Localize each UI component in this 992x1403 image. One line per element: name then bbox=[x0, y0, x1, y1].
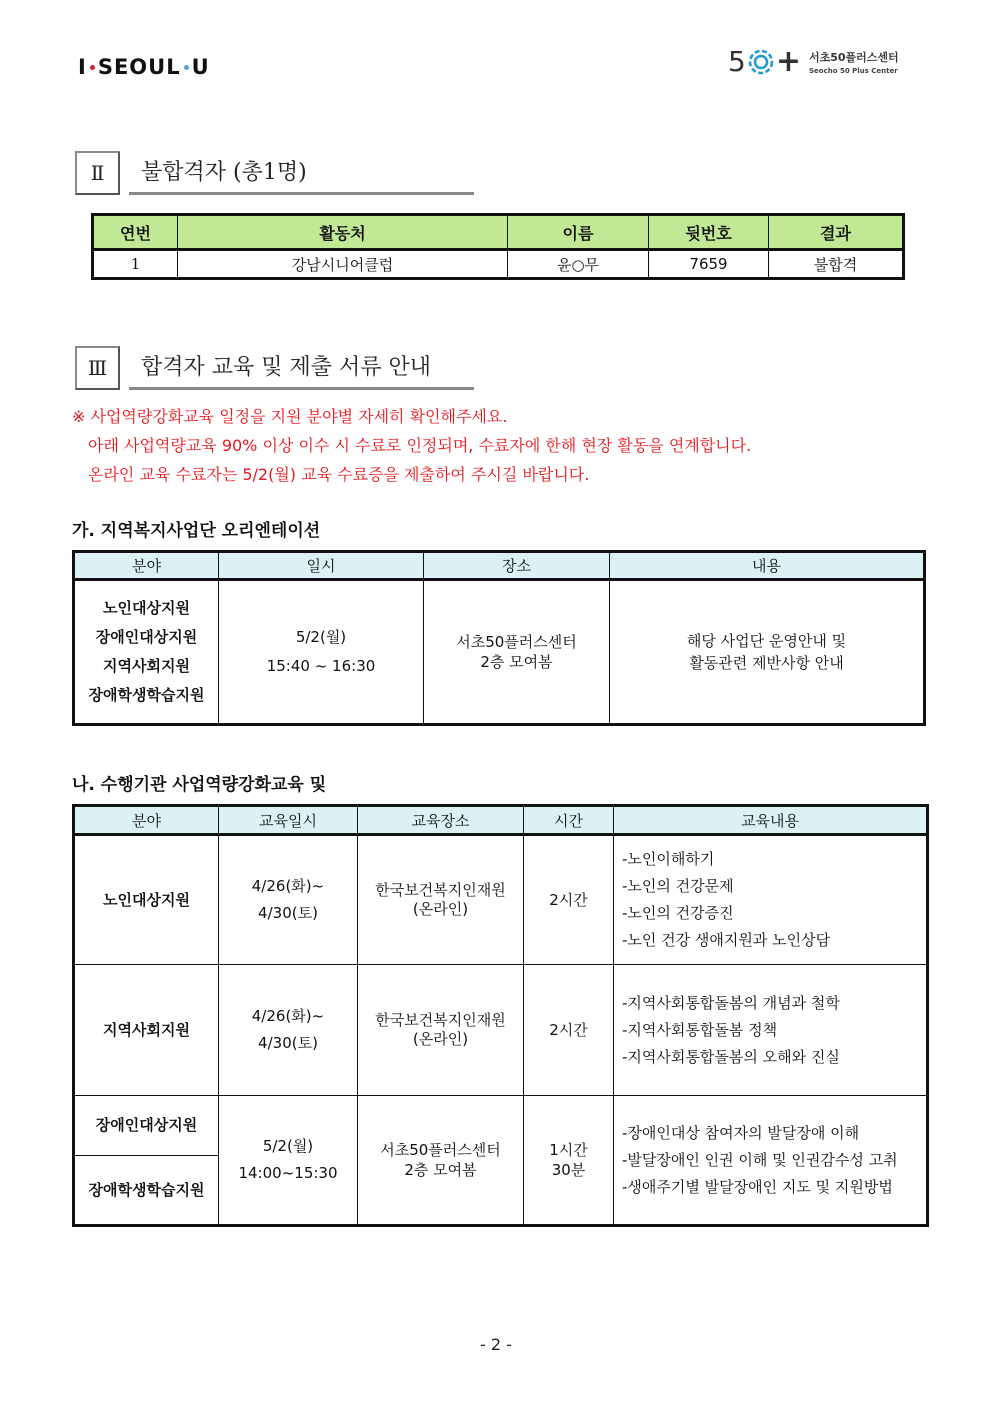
notice-line: ※ 사업역량강화교육 일정을 지원 분야별 자세히 확인해주세요. bbox=[72, 407, 508, 426]
date-line: 14:00~15:30 bbox=[238, 1164, 338, 1182]
cell-number: 7659 bbox=[649, 250, 769, 279]
logo-plus: + bbox=[775, 44, 801, 79]
cell-result: 불합격 bbox=[769, 250, 904, 279]
cell-field: 지역사회지원 bbox=[74, 965, 219, 1096]
col-header: 연번 bbox=[93, 215, 178, 250]
failed-applicants-table bbox=[91, 213, 905, 280]
field-label: 장애인대상지원 bbox=[95, 628, 198, 646]
place-line: 2층 모여봄 bbox=[404, 1161, 477, 1179]
content-line: 해당 사업단 운영안내 및 bbox=[686, 632, 847, 650]
table-row bbox=[74, 965, 928, 1096]
field-label: 노인대상지원 bbox=[103, 599, 190, 617]
logo-part-i: I bbox=[78, 55, 87, 79]
col-header: 일시 bbox=[219, 552, 424, 580]
date-line: 4/26(화)~ bbox=[251, 1007, 325, 1025]
date-line: 4/30(토) bbox=[258, 904, 318, 922]
i-seoul-u-logo bbox=[78, 55, 210, 79]
cell-duration bbox=[524, 1096, 614, 1226]
cell-place bbox=[358, 835, 524, 965]
table-row bbox=[74, 835, 928, 965]
logo-number: 5 bbox=[728, 45, 746, 78]
section-3-header bbox=[75, 346, 474, 390]
notice-text bbox=[72, 402, 751, 489]
section-2-header bbox=[75, 151, 474, 195]
duration-line: 1시간 bbox=[549, 1141, 588, 1159]
cell-date bbox=[219, 1096, 358, 1226]
content-item: -장애인대상 참여자의 발달장애 이해 bbox=[622, 1123, 860, 1142]
col-header: 분야 bbox=[74, 806, 219, 835]
orientation-table bbox=[72, 550, 926, 726]
logo-name-en: Seocho 50 Plus Center bbox=[808, 67, 898, 75]
col-header: 시간 bbox=[524, 806, 614, 835]
col-header: 결과 bbox=[769, 215, 904, 250]
section-title: 불합격자 (총1명) bbox=[129, 155, 474, 195]
cell-field: 장애학생학습지원 bbox=[74, 1156, 219, 1226]
cell-date bbox=[219, 965, 358, 1096]
section-number: Ⅲ bbox=[75, 346, 120, 390]
place-line: 서초50플러스센터 bbox=[380, 1141, 501, 1159]
col-header: 교육내용 bbox=[614, 806, 928, 835]
place-line: 서초50플러스센터 bbox=[456, 633, 577, 651]
notice-line: 온라인 교육 수료자는 5/2(월) 교육 수료증을 제출하여 주시길 바랍니다. bbox=[88, 465, 590, 484]
subsection-a-title: 가. 지역복지사업단 오리엔테이션 bbox=[72, 521, 321, 541]
seocho-50-plus-logo bbox=[728, 44, 899, 79]
table-row bbox=[74, 1096, 928, 1156]
col-header: 이름 bbox=[508, 215, 649, 250]
content-item: -지역사회통합돌봄의 개념과 철학 bbox=[622, 993, 840, 1012]
col-header: 교육일시 bbox=[219, 806, 358, 835]
col-header: 교육장소 bbox=[358, 806, 524, 835]
field-label: 지역사회지원 bbox=[103, 657, 190, 675]
content-item: -노인의 건강증진 bbox=[622, 904, 734, 922]
subsection-b-title: 나. 수행기관 사업역량강화교육 및 bbox=[72, 775, 327, 795]
col-header: 장소 bbox=[424, 552, 610, 580]
cell-contents bbox=[614, 1096, 928, 1226]
col-header: 내용 bbox=[610, 552, 925, 580]
page-number: - 2 - bbox=[480, 1335, 512, 1354]
capacity-training-table bbox=[72, 804, 929, 1227]
col-header: 분야 bbox=[74, 552, 219, 580]
cell-contents bbox=[614, 835, 928, 965]
place-line: (온라인) bbox=[412, 900, 469, 918]
section-number: Ⅱ bbox=[75, 151, 120, 195]
cell-date bbox=[219, 835, 358, 965]
content-item: -지역사회통합돌봄의 오해와 진실 bbox=[622, 1047, 840, 1066]
cell-name: 윤○무 bbox=[508, 250, 649, 279]
ring-icon bbox=[748, 49, 774, 75]
place-line: 2층 모여봄 bbox=[480, 653, 553, 671]
table-header-row bbox=[74, 552, 925, 580]
cell-duration: 2시간 bbox=[524, 835, 614, 965]
cell-place bbox=[424, 580, 610, 725]
cell-content bbox=[610, 580, 925, 725]
content-line: 활동관련 제반사항 안내 bbox=[689, 654, 844, 672]
date-line: 4/30(토) bbox=[258, 1034, 318, 1052]
logo-name-ko: 서초50플러스센터 bbox=[808, 51, 899, 64]
col-header: 활동처 bbox=[178, 215, 508, 250]
logo-blue-dot bbox=[184, 65, 189, 70]
logo-part-u: U bbox=[191, 55, 210, 79]
cell-fields bbox=[74, 580, 219, 725]
content-item: -지역사회통합돌봄 정책 bbox=[622, 1020, 778, 1039]
cell-duration: 2시간 bbox=[524, 965, 614, 1096]
field-label: 장애학생학습지원 bbox=[88, 686, 205, 704]
col-header: 뒷번호 bbox=[649, 215, 769, 250]
cell-field: 노인대상지원 bbox=[74, 835, 219, 965]
table-row bbox=[74, 580, 925, 725]
table-row bbox=[93, 250, 904, 279]
notice-line: 아래 사업역량교육 90% 이상 이수 시 수료로 인정되며, 수료자에 한해 현장 활동을 연계합니다. bbox=[88, 436, 752, 455]
content-item: -생애주기별 발달장애인 지도 및 지원방법 bbox=[622, 1177, 893, 1196]
place-line: 한국보건복지인재원 bbox=[375, 881, 506, 899]
content-item: -노인이해하기 bbox=[622, 850, 715, 868]
section-title: 합격자 교육 및 제출 서류 안내 bbox=[129, 350, 474, 390]
table-header-row bbox=[93, 215, 904, 250]
date-line: 5/2(월) bbox=[262, 1137, 314, 1155]
content-item: -발달장애인 인권 이해 및 인권감수성 고취 bbox=[622, 1150, 898, 1169]
cell-place bbox=[358, 965, 524, 1096]
cell-place bbox=[358, 1096, 524, 1226]
logo-part-seoul: SEOUL bbox=[97, 55, 181, 79]
date-text: 5/2(월) bbox=[295, 628, 347, 646]
cell-org: 강남시니어클럽 bbox=[178, 250, 508, 279]
logo-red-dot bbox=[90, 65, 95, 70]
table-header-row bbox=[74, 806, 928, 835]
cell-no: 1 bbox=[93, 250, 178, 279]
duration-line: 30분 bbox=[551, 1161, 586, 1179]
place-line: (온라인) bbox=[412, 1030, 469, 1048]
date-line: 4/26(화)~ bbox=[251, 877, 325, 895]
cell-field: 장애인대상지원 bbox=[74, 1096, 219, 1156]
place-line: 한국보건복지인재원 bbox=[375, 1011, 506, 1029]
time-text: 15:40 ~ 16:30 bbox=[266, 657, 376, 675]
cell-contents bbox=[614, 965, 928, 1096]
content-item: -노인의 건강문제 bbox=[622, 877, 734, 895]
cell-datetime bbox=[219, 580, 424, 725]
content-item: -노인 건강 생애지원과 노인상담 bbox=[622, 931, 831, 949]
